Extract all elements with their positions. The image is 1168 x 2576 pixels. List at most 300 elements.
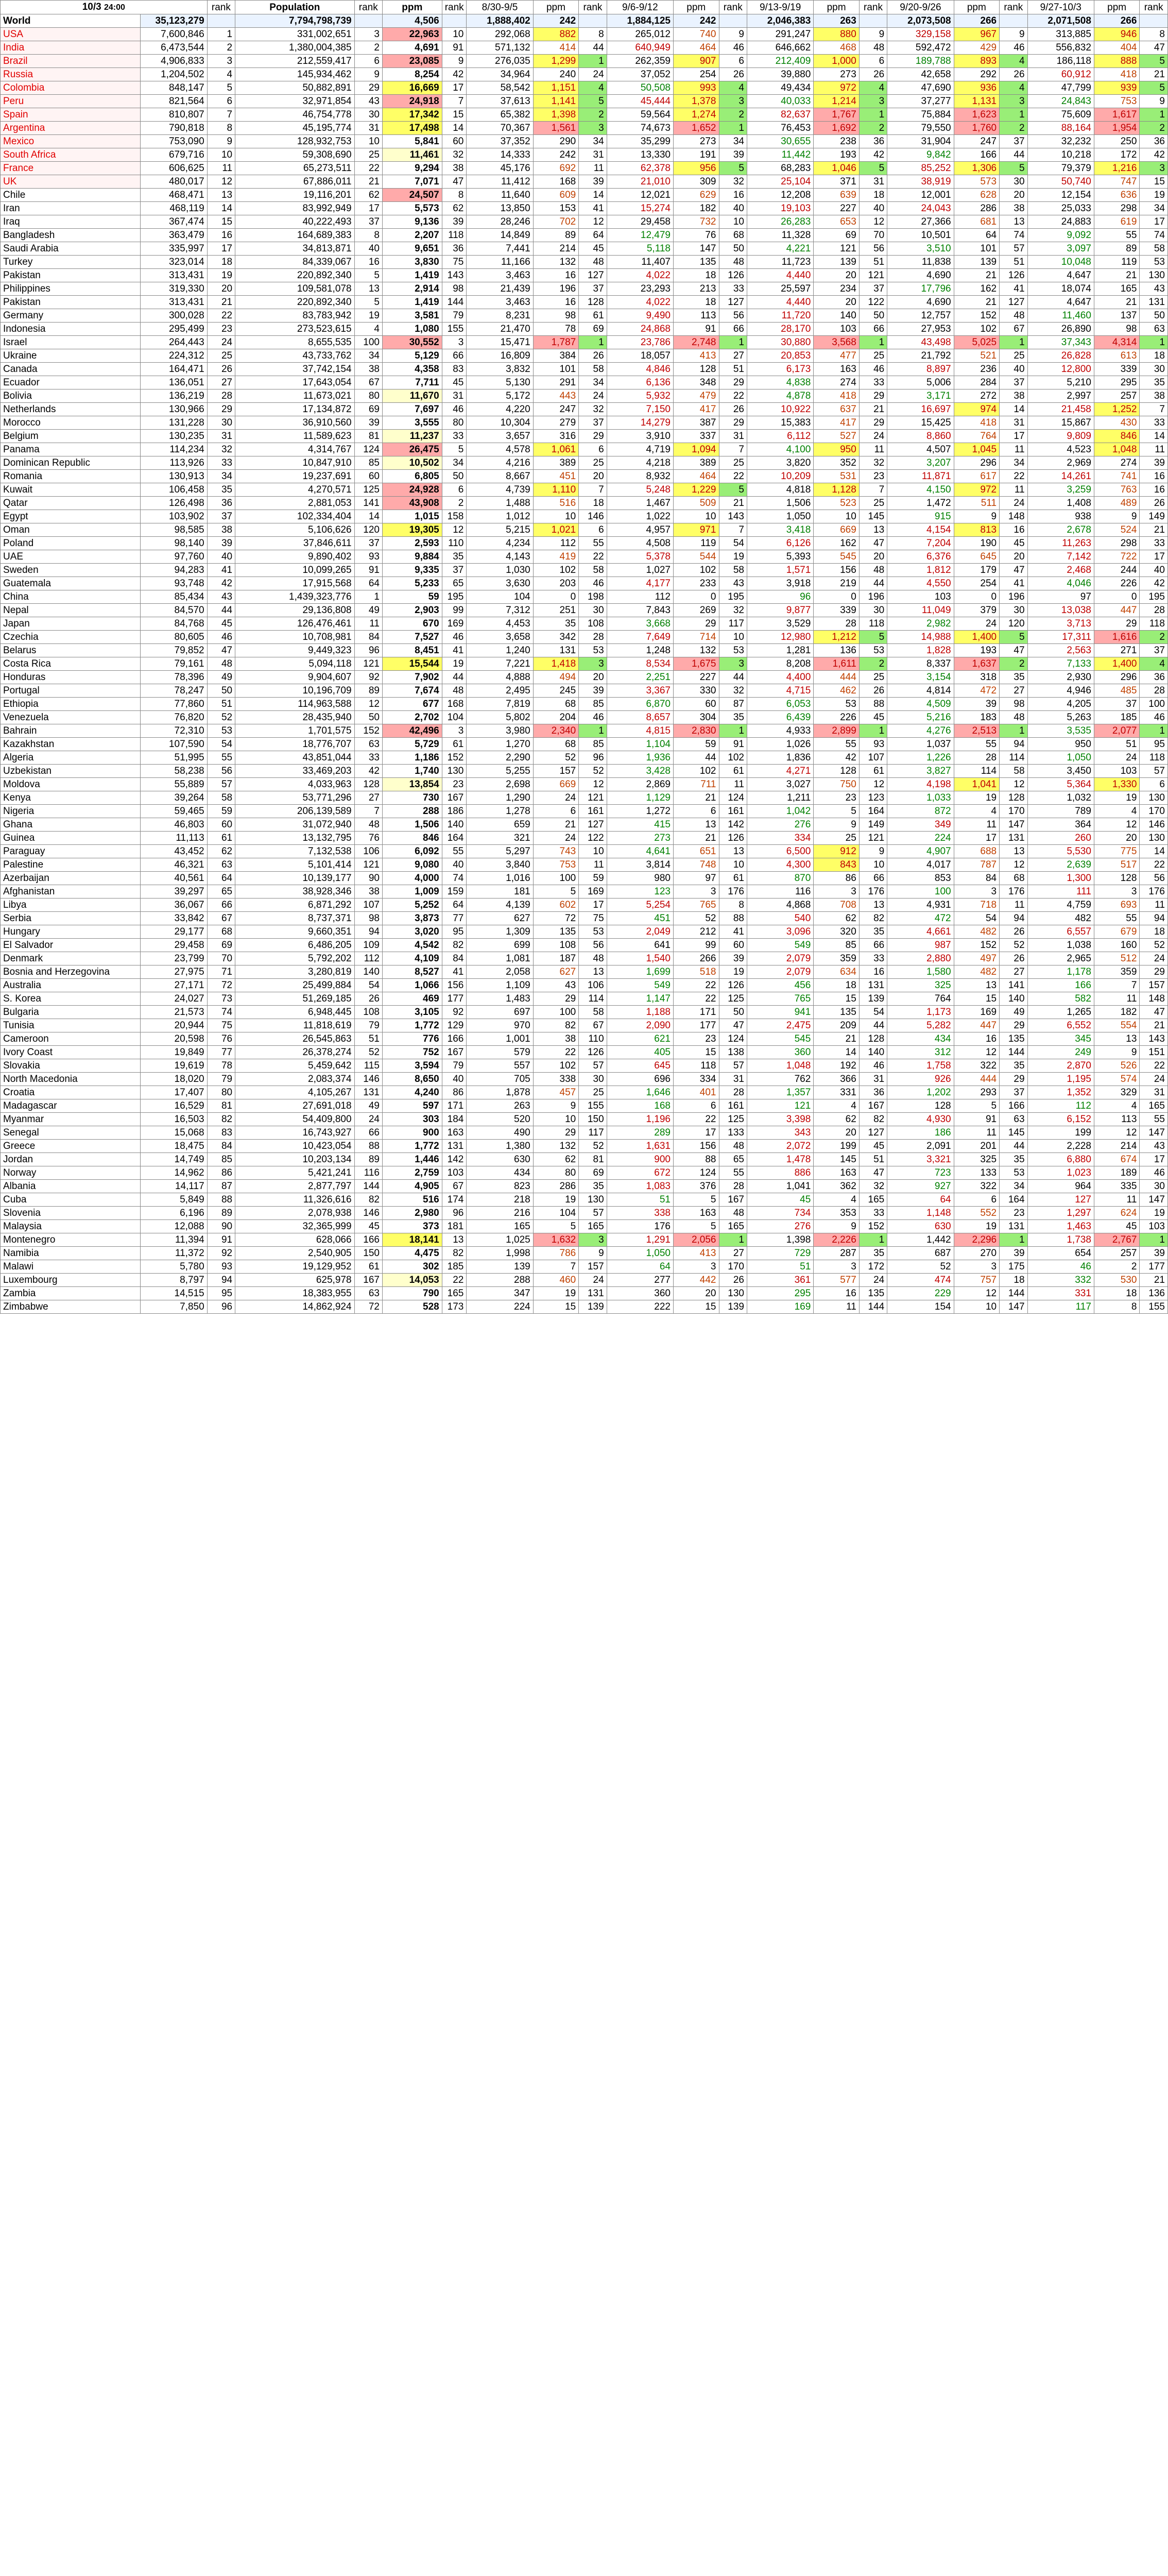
cell-population-rank: 51 (354, 1032, 382, 1046)
cell-p2-ppm: 212 (674, 925, 719, 939)
cell-p1-ppm: 68 (533, 698, 579, 711)
cell-total: 39,264 (141, 791, 207, 805)
cell-p4-cases: 434 (887, 1032, 954, 1046)
cell-ppm-rank: 46 (442, 631, 467, 644)
cell-p1-ppm: 316 (533, 430, 579, 443)
cell-p3-rank: 31 (859, 1073, 887, 1086)
cell-country: Libya (1, 899, 141, 912)
cell-p5-rank: 130 (1140, 269, 1168, 282)
cell-ppm-rank: 86 (442, 1086, 467, 1099)
cell-p2-rank: 1 (719, 122, 747, 135)
cell-p1-ppm: 196 (533, 282, 579, 296)
cell-p2-rank: 161 (719, 805, 747, 818)
cell-p1-cases: 2,058 (467, 965, 533, 979)
cell-p2-rank: 1 (719, 336, 747, 349)
cell-ppm-rank: 61 (442, 738, 467, 751)
cell-p3-ppm: 3,568 (814, 336, 860, 349)
cell-p2-cases: 645 (607, 1059, 673, 1073)
cell-p1-cases: 2,495 (467, 684, 533, 698)
cell-population: 13,132,795 (235, 832, 354, 845)
cell-p1-cases: 5,215 (467, 523, 533, 537)
cell-p2-cases: 5,118 (607, 242, 673, 256)
cell-p4-ppm: 19 (954, 1220, 1000, 1233)
cell-p4-cases: 14,988 (887, 631, 954, 644)
cell-p3-rank: 7 (859, 483, 887, 497)
cell-p4-cases: 52 (887, 1260, 954, 1274)
cell-ppm-rank: 37 (442, 564, 467, 577)
cell-total: 58,238 (141, 765, 207, 778)
cell-p1-ppm: 669 (533, 778, 579, 791)
cell-p3-rank: 149 (859, 818, 887, 832)
cell-p4-ppm: 55 (954, 738, 1000, 751)
cell-country: Malaysia (1, 1220, 141, 1233)
cell-p4-ppm: 936 (954, 81, 1000, 95)
cell-p3-rank: 176 (859, 885, 887, 899)
cell-p1-ppm: 286 (533, 1180, 579, 1193)
cell-p4-cases: 1,033 (887, 791, 954, 805)
cell-population-rank: 62 (354, 189, 382, 202)
cell-p3-rank: 118 (859, 617, 887, 631)
cell-total-rank: 16 (207, 229, 235, 242)
cell-p5-cases: 10,218 (1027, 148, 1094, 162)
cell-p4-cases: 186 (887, 1126, 954, 1140)
cell-p2-rank: 130 (719, 1287, 747, 1300)
cell-p4-cases: 4,814 (887, 684, 954, 698)
cell-p1-cases: 11,412 (467, 175, 533, 189)
cell-p3-ppm: 3 (814, 885, 860, 899)
cell-total-rank: 47 (207, 644, 235, 657)
cell-p4-rank: 13 (1000, 845, 1027, 858)
cell-population: 50,882,891 (235, 81, 354, 95)
cell-p4-ppm: 64 (954, 229, 1000, 242)
cell-population: 10,847,910 (235, 456, 354, 470)
cell-country: Bulgaria (1, 1006, 141, 1019)
cell-ppm: 730 (383, 791, 442, 805)
table-row (1, 952, 1168, 965)
cell-country: Palestine (1, 858, 141, 872)
cell-p4-ppm: 681 (954, 215, 1000, 229)
cell-p3-rank: 61 (859, 765, 887, 778)
cell-p3-rank (859, 14, 887, 28)
cell-ppm-rank: 62 (442, 202, 467, 215)
cell-total: 27,975 (141, 965, 207, 979)
cell-p1-ppm: 753 (533, 858, 579, 872)
cell-p2-rank: 31 (719, 430, 747, 443)
cell-p2-ppm: 413 (674, 1247, 719, 1260)
cell-p1-cases: 3,832 (467, 363, 533, 376)
cell-p4-rank: 26 (1000, 68, 1027, 81)
cell-p5-rank: 136 (1140, 1287, 1168, 1300)
cell-p4-cases: 11,049 (887, 604, 954, 617)
cell-p4-ppm: 429 (954, 41, 1000, 55)
cell-country: Slovakia (1, 1059, 141, 1073)
cell-p1-cases: 13,850 (467, 202, 533, 215)
cell-p1-cases: 4,888 (467, 671, 533, 684)
cell-total-rank: 66 (207, 899, 235, 912)
cell-p2-ppm: 304 (674, 711, 719, 724)
table-row (1, 1207, 1168, 1220)
cell-p5-ppm: 172 (1094, 148, 1140, 162)
cell-p1-ppm: 384 (533, 349, 579, 363)
cell-total: 335,997 (141, 242, 207, 256)
cell-p4-rank: 11 (1000, 899, 1027, 912)
cell-p1-cases: 45,176 (467, 162, 533, 175)
cell-p3-rank: 1 (859, 724, 887, 738)
cell-p4-ppm: 17 (954, 832, 1000, 845)
cell-country: Guinea (1, 832, 141, 845)
cell-country: Pakistan (1, 296, 141, 309)
table-row (1, 1274, 1168, 1287)
cell-country: Japan (1, 617, 141, 631)
cell-total: 84,768 (141, 617, 207, 631)
cell-p4-ppm: 21 (954, 269, 1000, 282)
cell-p5-ppm: 24 (1094, 751, 1140, 765)
cell-population: 34,813,871 (235, 242, 354, 256)
cell-p4-cases: 329,158 (887, 28, 954, 41)
cell-p2-ppm: 1,675 (674, 657, 719, 671)
cell-population: 26,545,863 (235, 1032, 354, 1046)
cell-p3-cases: 6,053 (747, 698, 813, 711)
cell-p1-cases: 4,220 (467, 403, 533, 416)
cell-p2-cases: 8,657 (607, 711, 673, 724)
cell-p2-ppm: 765 (674, 899, 719, 912)
cell-p5-rank: 4 (1140, 657, 1168, 671)
cell-ppm: 1,506 (383, 818, 442, 832)
cell-ppm-rank: 42 (442, 68, 467, 81)
cell-population-rank: 66 (354, 1126, 382, 1140)
cell-p5-ppm: 1,616 (1094, 631, 1140, 644)
cell-total: 313,431 (141, 269, 207, 282)
cell-p3-ppm: 28 (814, 617, 860, 631)
cell-population-rank: 24 (354, 1113, 382, 1126)
cell-total: 224,312 (141, 349, 207, 363)
cell-population-rank: 121 (354, 858, 382, 872)
cell-population-rank: 43 (354, 95, 382, 108)
cell-p2-ppm: 132 (674, 644, 719, 657)
cell-population: 32,365,999 (235, 1220, 354, 1233)
cell-p4-cases: 1,202 (887, 1086, 954, 1099)
cell-ppm-rank: 168 (442, 698, 467, 711)
cell-ppm: 9,136 (383, 215, 442, 229)
cell-p5-rank: 151 (1140, 1046, 1168, 1059)
cell-p5-rank: 42 (1140, 577, 1168, 590)
cell-total: 94,283 (141, 564, 207, 577)
cell-p2-ppm: 18 (674, 269, 719, 282)
cell-p4-rank: 3 (1000, 95, 1027, 108)
cell-p4-cases: 3,510 (887, 242, 954, 256)
cell-ppm-rank: 41 (442, 644, 467, 657)
cell-population: 16,743,927 (235, 1126, 354, 1140)
cell-p1-ppm: 457 (533, 1086, 579, 1099)
cell-p5-rank: 30 (1140, 1180, 1168, 1193)
cell-p1-cases: 21,470 (467, 323, 533, 336)
cell-p1-rank: 131 (579, 1287, 607, 1300)
cell-p5-rank: 58 (1140, 242, 1168, 256)
cell-p3-cases: 6,439 (747, 711, 813, 724)
table-row (1, 416, 1168, 430)
table-row (1, 805, 1168, 818)
cell-population-rank: 30 (354, 108, 382, 122)
cell-p4-rank: 47 (1000, 564, 1027, 577)
table-row (1, 162, 1168, 175)
table-row (1, 564, 1168, 577)
cell-p5-cases: 5,364 (1027, 778, 1094, 791)
cell-country: Cameroon (1, 1032, 141, 1046)
cell-population-rank: 108 (354, 1006, 382, 1019)
table-row (1, 1153, 1168, 1166)
cell-p4-cases: 4,931 (887, 899, 954, 912)
cell-population: 33,469,203 (235, 765, 354, 778)
cell-p3-ppm: 199 (814, 1140, 860, 1153)
cell-p2-cases: 415 (607, 818, 673, 832)
cell-ppm: 24,928 (383, 483, 442, 497)
table-row (1, 818, 1168, 832)
cell-population-rank: 40 (354, 242, 382, 256)
cell-p5-cases: 12,800 (1027, 363, 1094, 376)
cell-total: 17,407 (141, 1086, 207, 1099)
cell-p5-ppm: 946 (1094, 28, 1140, 41)
cell-p3-cases: 886 (747, 1166, 813, 1180)
table-row (1, 1140, 1168, 1153)
cell-p5-cases: 186,118 (1027, 55, 1094, 68)
cell-ppm-rank: 152 (442, 751, 467, 765)
cell-p5-ppm: 526 (1094, 1059, 1140, 1073)
cell-p3-cases: 2,475 (747, 1019, 813, 1032)
cell-p4-cases: 2,091 (887, 1140, 954, 1153)
cell-p5-rank: 47 (1140, 41, 1168, 55)
cell-country: Netherlands (1, 403, 141, 416)
cell-p5-cases: 654 (1027, 1247, 1094, 1260)
cell-p5-ppm: 430 (1094, 416, 1140, 430)
cell-p2-cases: 8,534 (607, 657, 673, 671)
cell-country: Iraq (1, 215, 141, 229)
cell-total: 78,396 (141, 671, 207, 684)
cell-p2-cases: 641 (607, 939, 673, 952)
cell-p1-cases: 1,878 (467, 1086, 533, 1099)
cell-p2-cases: 1,699 (607, 965, 673, 979)
cell-p1-rank: 121 (579, 791, 607, 805)
cell-p2-ppm: 389 (674, 456, 719, 470)
cell-ppm: 303 (383, 1113, 442, 1126)
cell-country: Bahrain (1, 724, 141, 738)
cell-p1-ppm: 451 (533, 470, 579, 483)
cell-p2-cases: 672 (607, 1166, 673, 1180)
table-row (1, 724, 1168, 738)
cell-p5-ppm: 4 (1094, 805, 1140, 818)
cell-p1-ppm: 16 (533, 296, 579, 309)
cell-p1-cases: 5,130 (467, 376, 533, 389)
cell-p5-ppm: 298 (1094, 202, 1140, 215)
cell-ppm-rank: 169 (442, 617, 467, 631)
cell-p1-ppm: 627 (533, 965, 579, 979)
cell-p4-rank: 20 (1000, 189, 1027, 202)
cell-p4-ppm: 2,513 (954, 724, 1000, 738)
cell-p3-rank: 35 (859, 925, 887, 939)
cell-total-rank: 25 (207, 349, 235, 363)
cell-p2-ppm: 6 (674, 1099, 719, 1113)
table-row (1, 1220, 1168, 1233)
cell-p3-rank: 46 (859, 1059, 887, 1073)
cell-population-rank: 125 (354, 483, 382, 497)
cell-p2-ppm: 1,652 (674, 122, 719, 135)
cell-p5-rank: 53 (1140, 256, 1168, 269)
cell-p1-cases: 4,139 (467, 899, 533, 912)
cell-p3-cases: 10,209 (747, 470, 813, 483)
cell-p3-rank: 54 (859, 1006, 887, 1019)
cell-total-rank: 45 (207, 617, 235, 631)
cell-ppm-rank: 7 (442, 95, 467, 108)
cell-population-rank: 92 (354, 671, 382, 684)
cell-p2-ppm: 22 (674, 979, 719, 992)
cell-p5-rank: 118 (1140, 751, 1168, 765)
cell-p5-cases: 4,946 (1027, 684, 1094, 698)
cell-p4-ppm: 193 (954, 644, 1000, 657)
cell-p2-rank: 55 (719, 1166, 747, 1180)
cell-p2-rank: 127 (719, 296, 747, 309)
cell-population-rank: 115 (354, 1059, 382, 1073)
cell-p5-cases: 5,210 (1027, 376, 1094, 389)
cell-ppm: 528 (383, 1300, 442, 1314)
cell-p3-cases: 39,880 (747, 68, 813, 81)
cell-p4-rank: 114 (1000, 751, 1027, 765)
cell-p2-cases: 62,378 (607, 162, 673, 175)
cell-p4-cases: 4,150 (887, 483, 954, 497)
cell-p3-cases: 121 (747, 1099, 813, 1113)
cell-ppm-rank: 13 (442, 1233, 467, 1247)
cell-total-rank: 32 (207, 443, 235, 456)
cell-ppm-rank: 140 (442, 818, 467, 832)
cell-p1-ppm: 5 (533, 1220, 579, 1233)
cell-p2-rank: 61 (719, 765, 747, 778)
cell-total-rank: 33 (207, 456, 235, 470)
cell-p5-ppm: 613 (1094, 349, 1140, 363)
cell-population: 10,196,709 (235, 684, 354, 698)
cell-p4-ppm: 813 (954, 523, 1000, 537)
cell-total: 14,749 (141, 1153, 207, 1166)
cell-p2-cases: 50,508 (607, 81, 673, 95)
cell-p4-ppm: 552 (954, 1207, 1000, 1220)
cell-p4-cases: 43,498 (887, 336, 954, 349)
cell-population: 9,890,402 (235, 550, 354, 564)
cell-p5-cases: 3,097 (1027, 242, 1094, 256)
cell-p1-cases: 3,840 (467, 858, 533, 872)
cell-p1-ppm: 743 (533, 845, 579, 858)
cell-p2-cases: 1,083 (607, 1180, 673, 1193)
cell-p5-rank: 28 (1140, 684, 1168, 698)
cell-total: 21,573 (141, 1006, 207, 1019)
cell-p1-ppm: 1,561 (533, 122, 579, 135)
cell-population: 36,910,560 (235, 416, 354, 430)
cell-p1-cases: 7,312 (467, 604, 533, 617)
cell-country: Ukraine (1, 349, 141, 363)
cell-total-rank: 79 (207, 1073, 235, 1086)
cell-p4-rank: 39 (1000, 1247, 1027, 1260)
cell-ppm-rank: 19 (442, 657, 467, 671)
cell-p1-ppm: 52 (533, 751, 579, 765)
cell-p3-rank: 29 (859, 389, 887, 403)
cell-p3-rank: 18 (859, 189, 887, 202)
cell-total: 367,474 (141, 215, 207, 229)
cell-p5-cases: 6,152 (1027, 1113, 1094, 1126)
cell-p3-cases: 4,440 (747, 296, 813, 309)
cell-p5-rank: 14 (1140, 430, 1168, 443)
cell-total: 51,995 (141, 751, 207, 765)
cell-p4-rank: 20 (1000, 550, 1027, 564)
cell-p2-rank: 44 (719, 671, 747, 684)
cell-p4-cases: 927 (887, 1180, 954, 1193)
cell-population: 2,877,797 (235, 1180, 354, 1193)
cell-p1-cases: 3,658 (467, 631, 533, 644)
table-header-row (1, 1, 1168, 14)
cell-p4-rank: 5 (1000, 631, 1027, 644)
cell-p3-rank: 196 (859, 590, 887, 604)
cell-ppm-rank: 33 (442, 430, 467, 443)
cell-p3-cases: 5,393 (747, 550, 813, 564)
cell-p2-cases: 1,631 (607, 1140, 673, 1153)
cell-p2-rank: 29 (719, 376, 747, 389)
cell-p3-rank: 135 (859, 1287, 887, 1300)
cell-p2-ppm: 1,274 (674, 108, 719, 122)
cell-p3-rank: 23 (859, 470, 887, 483)
cell-p2-cases: 35,299 (607, 135, 673, 148)
cell-total: 29,458 (141, 939, 207, 952)
cell-p5-ppm: 9 (1094, 1046, 1140, 1059)
cell-p2-ppm: 22 (674, 1113, 719, 1126)
cell-p2-rank: 27 (719, 349, 747, 363)
cell-p4-cases: 38,919 (887, 175, 954, 189)
header-ppm: ppm (1094, 1, 1140, 14)
cell-population-rank: 112 (354, 952, 382, 965)
cell-total-rank: 84 (207, 1140, 235, 1153)
cell-p5-rank: 28 (1140, 604, 1168, 617)
cell-ppm: 4,000 (383, 872, 442, 885)
cell-p5-rank: 9 (1140, 95, 1168, 108)
table-row (1, 122, 1168, 135)
cell-p3-ppm: 1,212 (814, 631, 860, 644)
cell-total: 363,479 (141, 229, 207, 242)
cell-ppm-rank: 177 (442, 992, 467, 1006)
cell-ppm-rank: 10 (442, 28, 467, 41)
cell-country: Turkey (1, 256, 141, 269)
header-ppm: ppm (814, 1, 860, 14)
cell-p1-ppm: 609 (533, 189, 579, 202)
cell-p4-ppm: 1,760 (954, 122, 1000, 135)
cell-p5-rank: 38 (1140, 389, 1168, 403)
cell-p1-cases: 1,030 (467, 564, 533, 577)
cell-p4-rank: 1 (1000, 724, 1027, 738)
cell-population-rank: 17 (354, 202, 382, 215)
cell-ppm-rank: 118 (442, 229, 467, 242)
cell-p5-ppm: 489 (1094, 497, 1140, 510)
cell-population: 5,792,202 (235, 952, 354, 965)
cell-p1-rank: 31 (579, 148, 607, 162)
cell-population: 2,881,053 (235, 497, 354, 510)
cell-p2-rank: 3 (719, 95, 747, 108)
cell-ppm-rank: 79 (442, 309, 467, 323)
cell-p5-cases: 2,071,508 (1027, 14, 1094, 28)
cell-p2-ppm: 748 (674, 858, 719, 872)
cell-p1-ppm: 10 (533, 510, 579, 523)
cell-p4-ppm: 15 (954, 992, 1000, 1006)
cell-p3-ppm: 339 (814, 604, 860, 617)
cell-p2-cases: 51 (607, 1193, 673, 1207)
cell-ppm: 1,080 (383, 323, 442, 336)
cell-population-rank: 79 (354, 1019, 382, 1032)
table-row (1, 858, 1168, 872)
cell-p3-cases: 545 (747, 1032, 813, 1046)
cell-p2-cases: 1,196 (607, 1113, 673, 1126)
cell-p1-cases: 3,463 (467, 296, 533, 309)
